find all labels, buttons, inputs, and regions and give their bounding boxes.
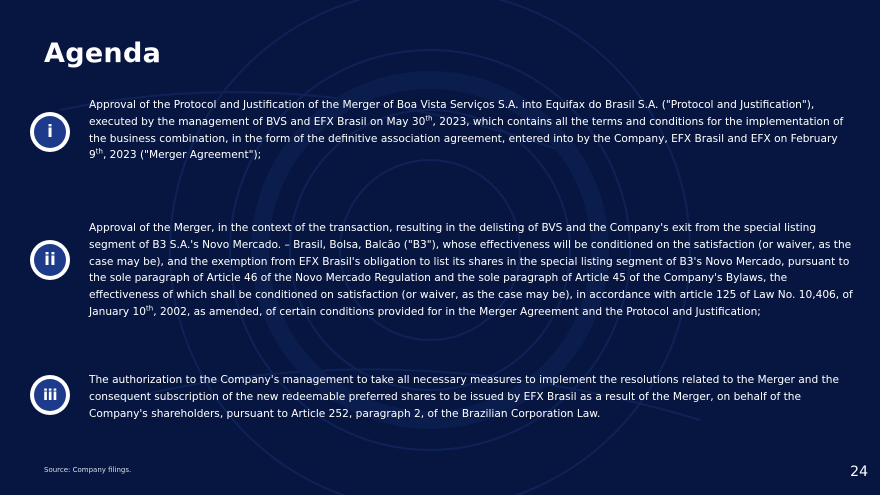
agenda-item-text: Approval of the Protocol and Justification of the Merger of Boa Vista Serviços S.A. into Equifax do Brasil S.A. ("Protocol and Justification"), executed by the management of BVS and EFX Brasil on May 30th, 2023, which contains all the terms and conditions for the implementation of the business combination, in the form of the definitive association agreement, entered into by the Company, EFX Brasil and EFX on February 9th, 2023 ("Merger Agreement"); (89, 99, 844, 162)
numeral-badge-i (30, 112, 70, 152)
agenda-item-text: The authorization to the Company's management to take all necessary measures to implement the resolutions related to the Merger and the consequent subscription of the new redeemable preferred shares to be issued by EFX Brasil as a result of the Merger, on behalf of the Company's shareholders, pursuant to Article 252, paragraph 2, of the Brazilian Corporation Law. (89, 374, 839, 420)
source-note: Source: Company filings. (44, 466, 132, 474)
agenda-item-text: Approval of the Merger, in the context of the transaction, resulting in the delisting of BVS and the Company's exit from the special listing segment of B3 S.A.'s Novo Mercado. – Brasil, Bolsa, Balcão ("B3"), whose effectiveness will be conditioned on the satisfaction (or waiver, as the case may be), and the exemption from EFX Brasil's obligation to list its shares in the special listing segment of B3's Novo Mercado, pursuant to the sole paragraph of Article 46 of the Novo Mercado Regulation and the sole paragraph of Article 45 of the Company's Bylaws, the effectiveness of which shall be conditioned on satisfaction (or waiver, as the case may be), in accordance with article 125 of Law No. 10,406, of January 10th, 2002, as amended, of certain conditions provided for in the Merger Agreement and the Protocol and Justification; (89, 222, 853, 318)
numeral-badge-iii (30, 375, 70, 415)
page-title: Agenda (44, 38, 162, 69)
numeral-label: ii (34, 244, 66, 276)
numeral-label: iii (34, 379, 66, 411)
numeral-label: i (34, 116, 66, 148)
page-number: 24 (850, 464, 868, 480)
numeral-badge-ii (30, 240, 70, 280)
